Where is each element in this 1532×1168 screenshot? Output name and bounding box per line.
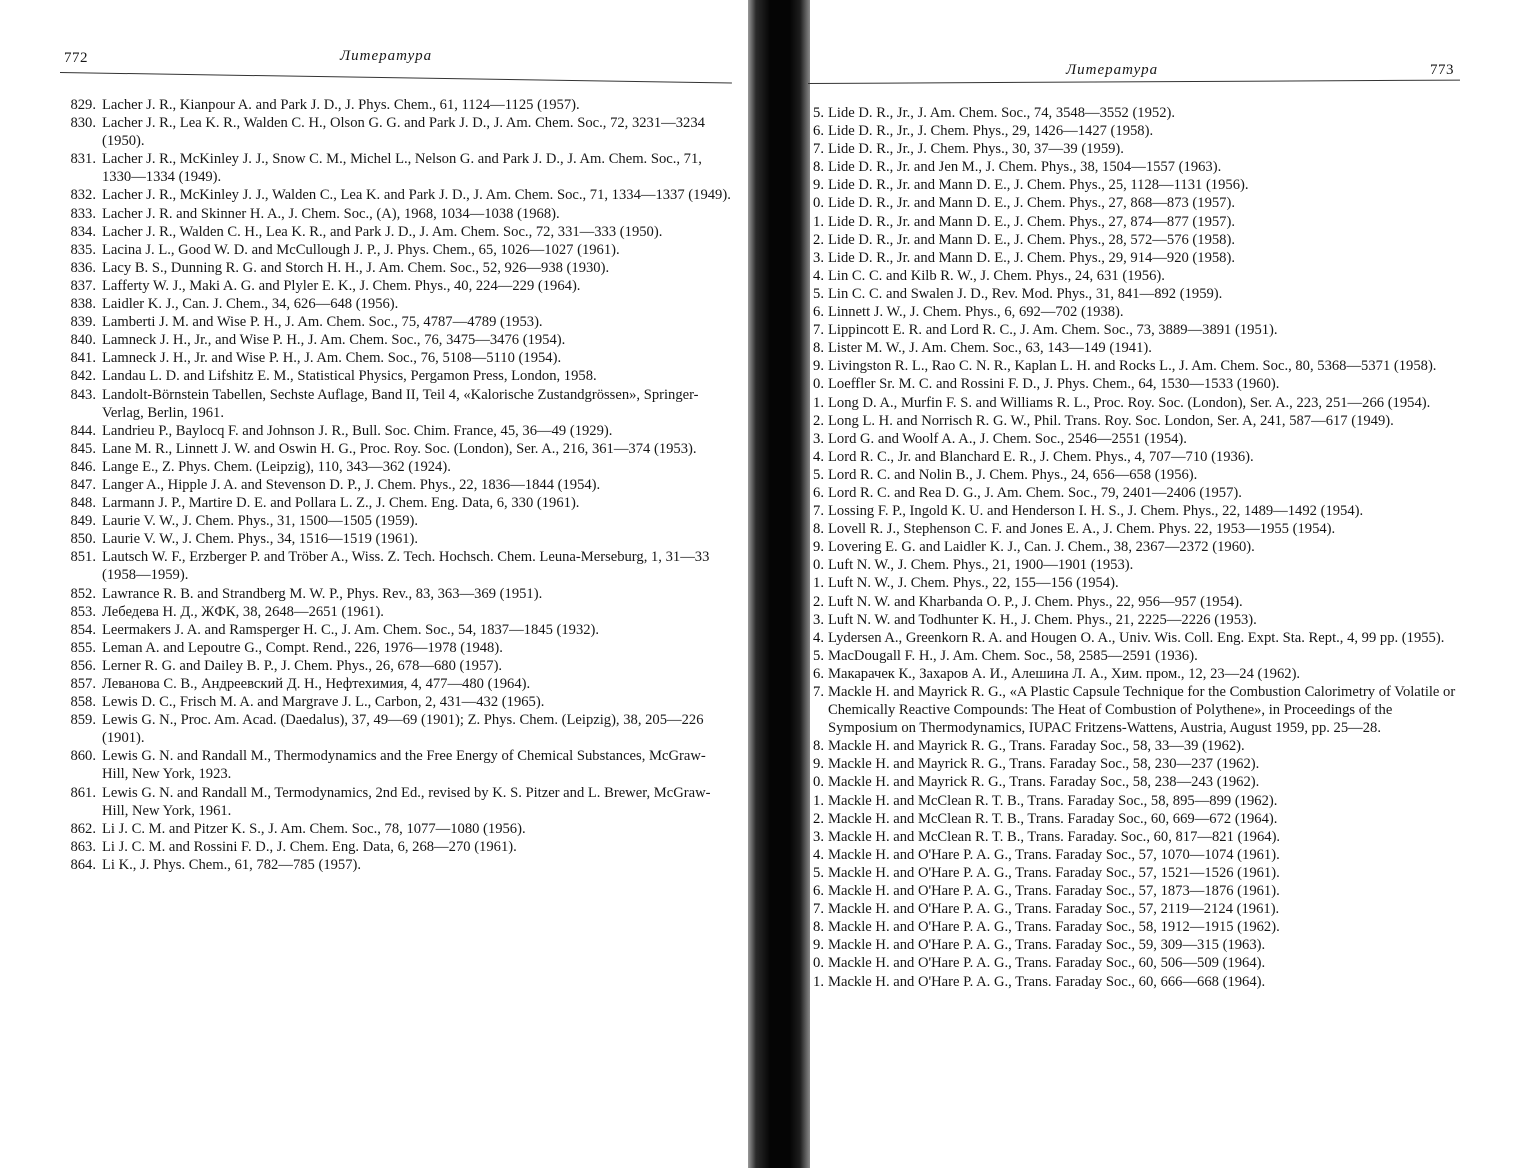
reference-number: 4.: [813, 267, 824, 284]
reference-text: Leman A. and Lepoutre G., Compt. Rend., 226, 1976—1978 (1948).: [102, 639, 503, 656]
reference-entry: [60, 277, 732, 295]
reference-entry: [804, 194, 1464, 212]
reference-entry: [804, 792, 1464, 810]
reference-number: 863.: [70, 838, 96, 855]
reference-number: 7.: [813, 901, 824, 918]
reference-number: 7.: [813, 322, 824, 339]
reference-text: Landrieu P., Baylocq F. and Johnson J. R., Bull. Soc. Chim. France, 45, 36—49 (1929).: [102, 422, 613, 439]
reference-text: Lacher J. R., Kianpour A. and Park J. D., J. Phys. Chem., 61, 1124—1125 (1957).: [102, 97, 580, 113]
reference-entry: [60, 96, 732, 114]
reference-entry: [804, 466, 1464, 484]
reference-number: 836.: [70, 259, 96, 276]
reference-entry: [60, 530, 732, 548]
reference-text: Mackle H. and Mayrick R. G., Trans. Faraday Soc., 58, 230—237 (1962).: [828, 756, 1260, 773]
reference-text: Lacher J. R., McKinley J. J., Walden C., Lea K. and Park J. D., J. Am. Chem. Soc., 71, 1334—1337 (1949).: [102, 187, 731, 204]
reference-number: 3.: [813, 249, 824, 266]
reference-entry: [804, 140, 1464, 158]
reference-text: Lamberti J. M. and Wise P. H., J. Am. Chem. Soc., 75, 4787—4789 (1953).: [102, 314, 543, 331]
left-page: [0, 0, 752, 1168]
reference-number: 4.: [813, 846, 824, 863]
reference-entry: [60, 784, 732, 820]
reference-text: Laidler K. J., Can. J. Chem., 34, 626—648 (1956).: [102, 296, 399, 313]
reference-entry: [60, 186, 732, 204]
reference-text: Livingston R. L., Rao C. N. R., Kaplan L. H. and Rocks L., J. Am. Chem. Soc., 80, 5368—5371 (1958).: [828, 358, 1437, 375]
reference-number: 834.: [70, 223, 96, 240]
reference-text: Lydersen A., Greenkorn R. A. and Hougen O. A., Univ. Wis. Coll. Eng. Expt. Sta. Rept., 4, 99 pp. (1955).: [828, 629, 1445, 646]
reference-number: 0.: [813, 774, 824, 791]
reference-text: Lossing F. P., Ingold K. U. and Henderson I. H. S., J. Chem. Phys., 22, 1489—1492 (1954).: [828, 503, 1364, 520]
reference-number: 831.: [70, 151, 96, 168]
reference-number: 833.: [70, 205, 96, 222]
reference-entry: [60, 349, 732, 367]
reference-text: Lister M. W., J. Am. Chem. Soc., 63, 143—149 (1941).: [828, 340, 1152, 357]
reference-list-left: [60, 96, 732, 874]
reference-text: Mackle H. and O'Hare P. A. G., Trans. Faraday Soc., 60, 506—509 (1964).: [828, 955, 1266, 972]
reference-text: Lacher J. R. and Skinner H. A., J. Chem. Soc., (A), 1968, 1034—1038 (1968).: [102, 205, 560, 222]
reference-number: 3.: [813, 828, 824, 845]
reference-entry: [60, 675, 732, 693]
reference-entry: [804, 213, 1464, 231]
reference-text: Mackle H. and Mayrick R. G., Trans. Faraday Soc., 58, 238—243 (1962).: [828, 774, 1260, 791]
reference-number: 1.: [813, 575, 824, 592]
reference-entry: [60, 223, 732, 241]
reference-number: 847.: [70, 476, 96, 493]
reference-number: 7.: [813, 684, 824, 700]
reference-text: Landau L. D. and Lifshitz E. M., Statistical Physics, Pergamon Press, London, 1958.: [102, 368, 597, 385]
reference-number: 5.: [813, 647, 824, 664]
reference-number: 854.: [70, 621, 96, 638]
reference-entry: [60, 512, 732, 530]
page-number-right: 773: [1430, 62, 1454, 78]
reference-entry: [60, 150, 732, 186]
reference-entry: [804, 737, 1464, 755]
reference-text: Lewis D. C., Frisch M. A. and Margrave J. L., Carbon, 2, 431—432 (1965).: [102, 694, 545, 711]
reference-text: Lacina J. L., Good W. D. and McCullough J. P., J. Phys. Chem., 65, 1026—1027 (1961).: [102, 241, 620, 258]
reference-text: Lafferty W. J., Maki A. G. and Plyler E. K., J. Chem. Phys., 40, 224—229 (1964).: [102, 277, 581, 294]
reference-entry: [60, 476, 732, 494]
reference-number: 3.: [813, 430, 824, 447]
reference-entry: [60, 820, 732, 838]
reference-text: Lamneck J. H., Jr. and Wise P. H., J. Am. Chem. Soc., 76, 5108—5110 (1954).: [102, 350, 562, 367]
reference-entry: [804, 249, 1464, 267]
reference-entry: [804, 538, 1464, 556]
reference-entry: [804, 683, 1464, 737]
reference-text: Lacher J. R., Walden C. H., Lea K. R., and Park J. D., J. Am. Chem. Soc., 72, 331—333 (1950).: [102, 223, 663, 240]
reference-entry: [804, 285, 1464, 303]
reference-entry: [804, 375, 1464, 393]
reference-number: 862.: [70, 820, 96, 837]
reference-number: 1.: [813, 394, 824, 411]
reference-entry: [60, 639, 732, 657]
reference-entry: [804, 882, 1464, 900]
reference-entry: [804, 430, 1464, 448]
reference-entry: [804, 864, 1464, 882]
reference-number: 842.: [70, 368, 96, 385]
reference-text: Лебедева Н. Д., ЖФК, 38, 2648—2651 (1961).: [102, 603, 384, 620]
reference-text: Макарачек К., Захаров А. И., Алешина Л. А., Хим. пром., 12, 23—24 (1962).: [828, 665, 1301, 682]
page-number-left: 772: [64, 50, 88, 66]
reference-number: 855.: [70, 639, 96, 656]
reference-entry: [60, 205, 732, 223]
reference-entry: [804, 394, 1464, 412]
reference-number: 4.: [813, 629, 824, 646]
reference-number: 841.: [70, 350, 96, 367]
reference-text: Lide D. R., Jr., J. Am. Chem. Soc., 74, 3548—3552 (1952).: [828, 105, 1175, 121]
reference-text: Lewis G. N. and Randall M., Thermodynamics and the Free Energy of Chemical Substances, McGraw-Hill, New York, 1923.: [102, 748, 706, 783]
reference-number: 5.: [813, 285, 824, 302]
reference-entry: [804, 574, 1464, 592]
reference-entry: [60, 657, 732, 675]
reference-number: 5.: [813, 864, 824, 881]
reference-text: Lacher J. R., Lea K. R., Walden C. H., Olson G. G. and Park J. D., J. Am. Chem. Soc., 72, 3231—3234 (1950).: [102, 115, 705, 150]
reference-text: Lord R. C., Jr. and Blanchard E. R., J. Chem. Phys., 4, 707—710 (1936).: [828, 448, 1254, 465]
reference-number: 859.: [70, 712, 96, 729]
reference-entry: [804, 357, 1464, 375]
reference-text: Lovering E. G. and Laidler K. J., Can. J. Chem., 38, 2367—2372 (1960).: [828, 539, 1255, 556]
reference-number: 837.: [70, 277, 96, 294]
reference-entry: [60, 259, 732, 277]
reference-number: 850.: [70, 531, 96, 548]
reference-entry: [60, 440, 732, 458]
reference-text: Mackle H. and O'Hare P. A. G., Trans. Faraday Soc., 57, 1873—1876 (1961).: [828, 883, 1280, 900]
reference-text: Lide D. R., Jr. and Mann D. E., J. Chem. Phys., 28, 572—576 (1958).: [828, 231, 1235, 248]
reference-entry: [804, 158, 1464, 176]
reference-number: 0.: [813, 955, 824, 972]
reference-text: Luft N. W. and Kharbanda O. P., J. Chem. Phys., 22, 956—957 (1954).: [828, 593, 1243, 610]
reference-text: Luft N. W., J. Chem. Phys., 22, 155—156 (1954).: [828, 575, 1119, 592]
reference-number: 5.: [813, 105, 824, 121]
reference-entry: [804, 629, 1464, 647]
reference-entry: [804, 267, 1464, 285]
reference-number: 0.: [813, 376, 824, 393]
reference-text: Mackle H. and Mayrick R. G., «A Plastic Capsule Technique for the Combustion Calorimetry of Volatile or Chemically Reactive Compounds: The Heat of Combustion of Polythene», in Proceedings of the Symposium on Thermodynamics, IUPAC Fritzens-Wattens, Austria, August 1959, pp. 25—28.: [828, 684, 1456, 737]
reference-entry: [804, 846, 1464, 864]
reference-entry: [804, 665, 1464, 683]
reference-entry: [804, 918, 1464, 936]
header-rule-right: [808, 80, 1460, 84]
reference-number: 1.: [813, 213, 824, 230]
reference-text: Lord R. C. and Nolin B., J. Chem. Phys., 24, 656—658 (1956).: [828, 466, 1198, 483]
reference-number: 9.: [813, 358, 824, 375]
reference-text: Li K., J. Phys. Chem., 61, 782—785 (1957).: [102, 856, 362, 873]
reference-text: Larmann J. P., Martire D. E. and Pollara L. Z., J. Chem. Eng. Data, 6, 330 (1961).: [102, 495, 580, 512]
reference-text: Loeffler Sr. M. C. and Rossini F. D., J. Phys. Chem., 64, 1530—1533 (1960).: [828, 376, 1280, 393]
reference-entry: [804, 647, 1464, 665]
reference-text: Laurie V. W., J. Chem. Phys., 34, 1516—1519 (1961).: [102, 531, 419, 548]
reference-number: 839.: [70, 314, 96, 331]
reference-number: 9.: [813, 756, 824, 773]
reference-number: 829.: [70, 97, 96, 113]
reference-text: Lawrance R. B. and Strandberg M. W. P., Phys. Rev., 83, 363—369 (1951).: [102, 585, 543, 602]
reference-text: Li J. C. M. and Rossini F. D., J. Chem. Eng. Data, 6, 268—270 (1961).: [102, 838, 517, 855]
reference-text: Landolt-Börnstein Tabellen, Sechste Auflage, Band II, Teil 4, «Kalorische Zustandgrössen», Springer-Verlag, Berlin, 1961.: [102, 386, 699, 421]
reference-entry: [60, 494, 732, 512]
reference-entry: [804, 339, 1464, 357]
reference-text: Lide D. R., Jr. and Mann D. E., J. Chem. Phys., 27, 868—873 (1957).: [828, 195, 1235, 212]
reference-number: 844.: [70, 422, 96, 439]
reference-number: 6.: [813, 665, 824, 682]
reference-number: 843.: [70, 386, 96, 403]
reference-number: 3.: [813, 611, 824, 628]
reference-number: 7.: [813, 141, 824, 158]
reference-number: 840.: [70, 332, 96, 349]
reference-text: Lautsch W. F., Erzberger P. and Tröber A., Wiss. Z. Tech. Hochsch. Chem. Leuna-Merseburg, 1, 31—33 (1958—1959).: [102, 549, 710, 584]
reference-entry: [804, 954, 1464, 972]
reference-text: Lewis G. N. and Randall M., Termodynamics, 2nd Ed., revised by K. S. Pitzer and L. Brewer, McGraw-Hill, New York, 1961.: [102, 784, 711, 819]
reference-entry: [804, 122, 1464, 140]
reference-text: Lin C. C. and Kilb R. W., J. Chem. Phys., 24, 631 (1956).: [828, 267, 1165, 284]
reference-text: Luft N. W. and Todhunter K. H., J. Chem. Phys., 21, 2225—2226 (1953).: [828, 611, 1257, 628]
reference-number: 9.: [813, 539, 824, 556]
reference-text: Mackle H. and O'Hare P. A. G., Trans. Faraday Soc., 57, 1521—1526 (1961).: [828, 864, 1280, 881]
reference-entry: [804, 104, 1464, 122]
reference-text: Long L. H. and Norrisch R. G. W., Phil. Trans. Roy. Soc. London, Ser. A, 241, 587—617 (1949).: [828, 412, 1394, 429]
reference-entry: [804, 484, 1464, 502]
reference-entry: [804, 502, 1464, 520]
reference-number: 864.: [70, 856, 96, 873]
reference-entry: [60, 747, 732, 783]
reference-text: Lange E., Z. Phys. Chem. (Leipzig), 110, 343—362 (1924).: [102, 458, 451, 475]
reference-text: Lane M. R., Linnett J. W. and Oswin H. G., Proc. Roy. Soc. (London), Ser. A., 216, 361—374 (1953).: [102, 440, 697, 457]
reference-entry: [804, 593, 1464, 611]
reference-number: 832.: [70, 187, 96, 204]
reference-text: Laurie V. W., J. Chem. Phys., 31, 1500—1505 (1959).: [102, 513, 419, 530]
reference-text: Mackle H. and O'Hare P. A. G., Trans. Faraday Soc., 59, 309—315 (1963).: [828, 937, 1266, 954]
reference-text: Lewis G. N., Proc. Am. Acad. (Daedalus), 37, 49—69 (1901); Z. Phys. Chem. (Leipzig), 38, 205—226 (1901).: [102, 712, 704, 747]
reference-text: Mackle H. and Mayrick R. G., Trans. Faraday Soc., 58, 33—39 (1962).: [828, 738, 1245, 755]
reference-number: 6.: [813, 883, 824, 900]
reference-entry: [804, 611, 1464, 629]
reference-entry: [804, 828, 1464, 846]
reference-number: 8.: [813, 738, 824, 755]
reference-entry: [60, 331, 732, 349]
reference-entry: [804, 448, 1464, 466]
reference-entry: [60, 367, 732, 385]
reference-number: 835.: [70, 241, 96, 258]
reference-number: 846.: [70, 458, 96, 475]
reference-text: Mackle H. and O'Hare P. A. G., Trans. Faraday Soc., 57, 1070—1074 (1961).: [828, 846, 1280, 863]
reference-entry: [60, 313, 732, 331]
running-header-right: Литература: [1066, 62, 1159, 78]
reference-number: 848.: [70, 495, 96, 512]
reference-number: 6.: [813, 304, 824, 321]
reference-number: 838.: [70, 296, 96, 313]
reference-entry: [60, 548, 732, 584]
reference-number: 853.: [70, 603, 96, 620]
reference-entry: [804, 321, 1464, 339]
reference-entry: [60, 603, 732, 621]
reference-entry: [804, 773, 1464, 791]
reference-number: 860.: [70, 748, 96, 765]
reference-text: Lide D. R., Jr., J. Chem. Phys., 30, 37—39 (1959).: [828, 141, 1124, 158]
reference-entry: [60, 241, 732, 259]
reference-entry: [60, 114, 732, 150]
reference-number: 830.: [70, 115, 96, 132]
reference-entry: [804, 303, 1464, 321]
reference-text: Lide D. R., Jr. and Jen M., J. Chem. Phys., 38, 1504—1557 (1963).: [828, 159, 1222, 176]
reference-text: Lamneck J. H., Jr., and Wise P. H., J. Am. Chem. Soc., 76, 3475—3476 (1954).: [102, 332, 566, 349]
header-rule-left: [60, 72, 732, 84]
reference-number: 9.: [813, 937, 824, 954]
reference-text: Lord R. C. and Rea D. G., J. Am. Chem. Soc., 79, 2401—2406 (1957).: [828, 484, 1242, 501]
reference-text: Mackle H. and McClean R. T. B., Trans. Faraday. Soc., 60, 817—821 (1964).: [828, 828, 1281, 845]
reference-text: Lippincott E. R. and Lord R. C., J. Am. Chem. Soc., 73, 3889—3891 (1951).: [828, 322, 1278, 339]
reference-entry: [60, 585, 732, 603]
reference-number: 1.: [813, 792, 824, 809]
reference-text: Леванова С. В., Андреевский Д. Н., Нефтехимия, 4, 477—480 (1964).: [102, 676, 531, 692]
reference-text: Lacher J. R., McKinley J. J., Snow C. M., Michel L., Nelson G. and Park J. D., J. Am. Chem. Soc., 71, 1330—1334 (1949).: [102, 151, 702, 186]
reference-entry: [60, 838, 732, 856]
reference-number: 2.: [813, 231, 824, 248]
reference-text: Mackle H. and O'Hare P. A. G., Trans. Faraday Soc., 58, 1912—1915 (1962).: [828, 919, 1280, 936]
reference-text: Lide D. R., Jr. and Mann D. E., J. Chem. Phys., 25, 1128—1131 (1956).: [828, 177, 1249, 194]
reference-number: 8.: [813, 340, 824, 357]
reference-entry: [804, 556, 1464, 574]
reference-number: 7.: [813, 503, 824, 520]
reference-number: 4.: [813, 448, 824, 465]
reference-number: 858.: [70, 694, 96, 711]
reference-entry: [804, 755, 1464, 773]
reference-entry: [60, 711, 732, 747]
reference-number: 861.: [70, 784, 96, 801]
reference-number: 9.: [813, 177, 824, 194]
reference-text: Mackle H. and O'Hare P. A. G., Trans. Faraday Soc., 60, 666—668 (1964).: [828, 973, 1266, 990]
reference-text: Lide D. R., Jr., J. Chem. Phys., 29, 1426—1427 (1958).: [828, 123, 1154, 140]
reference-number: 849.: [70, 513, 96, 530]
reference-number: 856.: [70, 657, 96, 674]
reference-text: Lord G. and Woolf A. A., J. Chem. Soc., 2546—2551 (1954).: [828, 430, 1187, 447]
reference-number: 852.: [70, 585, 96, 602]
reference-text: Lin C. C. and Swalen J. D., Rev. Mod. Phys., 31, 841—892 (1959).: [828, 285, 1223, 302]
reference-text: Lacy B. S., Dunning R. G. and Storch H. H., J. Am. Chem. Soc., 52, 926—938 (1930).: [102, 259, 610, 276]
reference-number: 1.: [813, 973, 824, 990]
reference-number: 845.: [70, 440, 96, 457]
reference-entry: [804, 900, 1464, 918]
reference-number: 6.: [813, 484, 824, 501]
reference-text: Linnett J. W., J. Chem. Phys., 6, 692—702 (1938).: [828, 304, 1124, 321]
reference-entry: [804, 973, 1464, 991]
reference-text: Mackle H. and McClean R. T. B., Trans. Faraday Soc., 60, 669—672 (1964).: [828, 810, 1278, 827]
running-header-left: Литература: [340, 48, 433, 64]
reference-number: 857.: [70, 676, 96, 692]
reference-number: 0.: [813, 195, 824, 212]
reference-text: Leermakers J. A. and Ramsperger H. C., J. Am. Chem. Soc., 54, 1837—1845 (1932).: [102, 621, 600, 638]
reference-text: Li J. C. M. and Pitzer K. S., J. Am. Chem. Soc., 78, 1077—1080 (1956).: [102, 820, 526, 837]
reference-number: 2.: [813, 593, 824, 610]
reference-number: 2.: [813, 810, 824, 827]
reference-number: 2.: [813, 412, 824, 429]
reference-entry: [804, 520, 1464, 538]
reference-entry: [60, 295, 732, 313]
reference-text: Langer A., Hipple J. A. and Stevenson D. P., J. Chem. Phys., 22, 1836—1844 (1954).: [102, 476, 601, 493]
reference-entry: [804, 936, 1464, 954]
right-page: [752, 0, 1532, 1168]
reference-number: 5.: [813, 466, 824, 483]
reference-number: 8.: [813, 521, 824, 538]
reference-entry: [60, 386, 732, 422]
reference-entry: [60, 693, 732, 711]
reference-entry: [804, 176, 1464, 194]
reference-number: 0.: [813, 557, 824, 574]
reference-number: 6.: [813, 123, 824, 140]
reference-entry: [60, 856, 732, 874]
reference-text: Long D. A., Murfin F. S. and Williams R. L., Proc. Roy. Soc. (London), Ser. A., 223, 251—266 (1954).: [828, 394, 1431, 411]
reference-text: Mackle H. and McClean R. T. B., Trans. Faraday Soc., 58, 895—899 (1962).: [828, 792, 1278, 809]
reference-text: Lide D. R., Jr. and Mann D. E., J. Chem. Phys., 27, 874—877 (1957).: [828, 213, 1235, 230]
reference-entry: [804, 231, 1464, 249]
reference-list-right: [804, 104, 1464, 991]
reference-entry: [60, 621, 732, 639]
reference-entry: [804, 412, 1464, 430]
reference-text: Lerner R. G. and Dailey B. P., J. Chem. Phys., 26, 678—680 (1957).: [102, 657, 503, 674]
reference-entry: [804, 810, 1464, 828]
reference-text: Luft N. W., J. Chem. Phys., 21, 1900—1901 (1953).: [828, 557, 1134, 574]
reference-entry: [60, 422, 732, 440]
reference-entry: [60, 458, 732, 476]
reference-text: MacDougall F. H., J. Am. Chem. Soc., 58, 2585—2591 (1936).: [828, 647, 1198, 664]
reference-number: 851.: [70, 549, 96, 566]
reference-text: Lovell R. J., Stephenson C. F. and Jones E. A., J. Chem. Phys. 22, 1953—1955 (1954).: [828, 521, 1336, 538]
reference-text: Lide D. R., Jr. and Mann D. E., J. Chem. Phys., 29, 914—920 (1958).: [828, 249, 1235, 266]
reference-text: Mackle H. and O'Hare P. A. G., Trans. Faraday Soc., 57, 2119—2124 (1961).: [828, 901, 1280, 918]
reference-number: 8.: [813, 159, 824, 176]
reference-number: 8.: [813, 919, 824, 936]
